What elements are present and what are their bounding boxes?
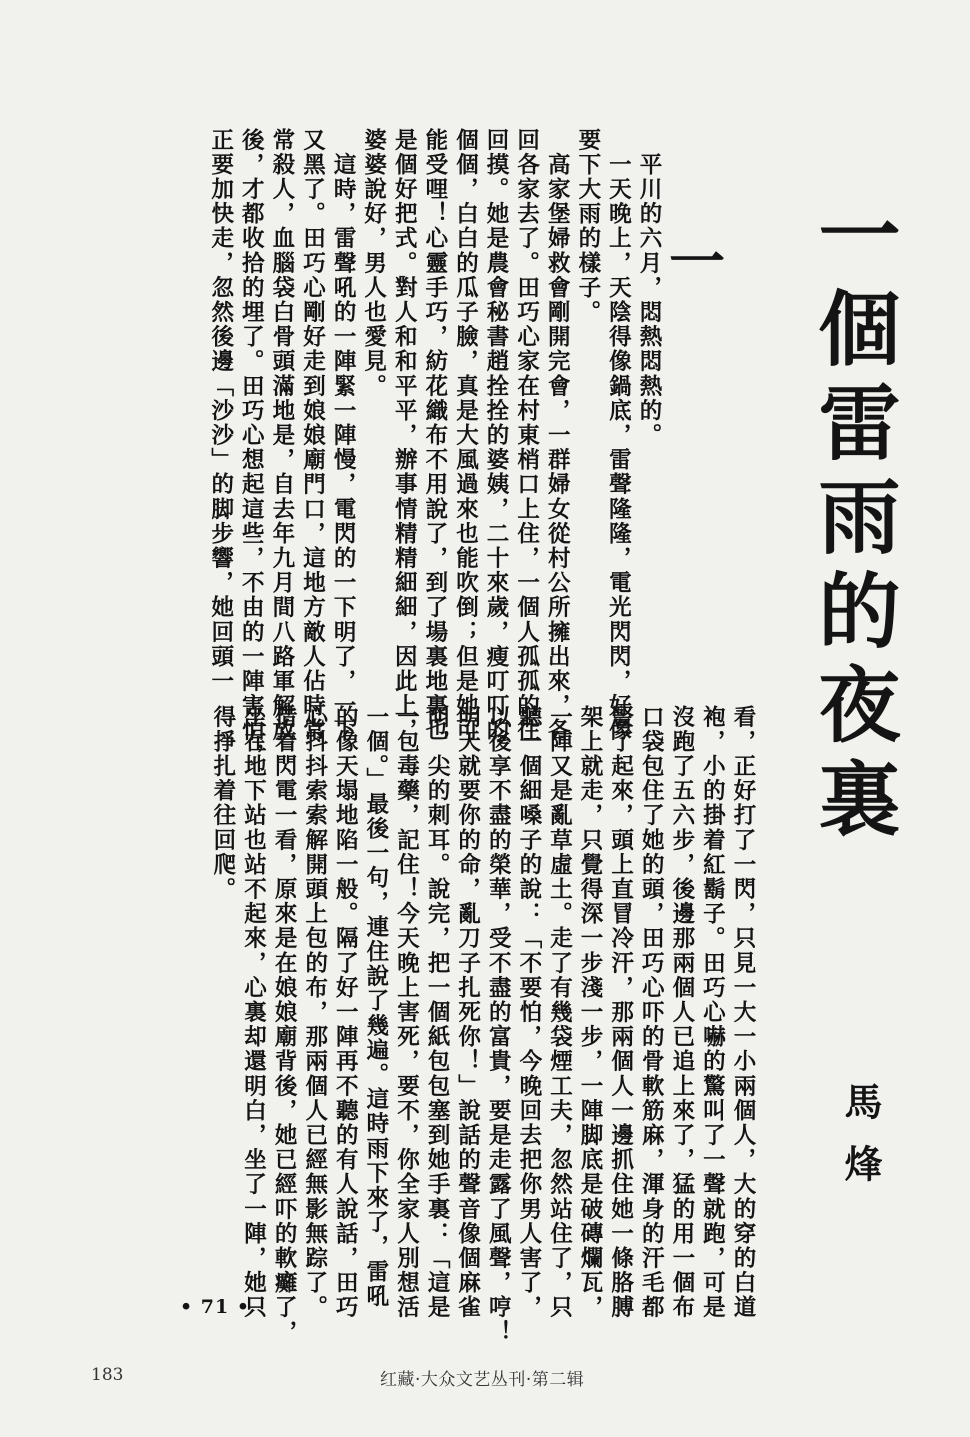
article-title: 一個雷雨的夜裏 — [805, 192, 901, 850]
paragraph: 高家堡婦救會剛開完會，一群婦女從村公所擁出來，各 回各家去了。田巧心家在村東梢口上住，一個人孤孤的往 回摸。她是農會秘書趙拴拴的婆姨，二十來歲，瘦叮叮的 個個，白白的瓜子臉，真是大風過來也能吹倒；但是她可 能受哩！心靈手巧，紡花織布不用說了，到了場裏地裏也 是個好把式。對人和和平平，辦事情精精細細，因此上， 婆婆說好，男人也愛見。 — [360, 128, 571, 743]
book-title-footer: 红藏·大众文艺丛刊·第二辑 — [380, 1370, 585, 1390]
paragraph: 平川的六月，悶熱悶熱的。 — [636, 128, 662, 448]
article-author: 馬烽 — [838, 1082, 883, 1206]
page-number: • 71 • — [180, 1296, 250, 1318]
paragraph: 看，正好打了一閃，只見一大一小兩個人，大的穿的白道 袍，小的掛着紅鬍子。田巧心嚇的驚叫了一聲就跑，可是 沒跑了五六步，後邊那兩個人已追上來了，猛的用一個布 口袋包住了她的頭，田巧心吓的骨軟筋麻，渾身的汗毛都 豎了起來，頭上直冒冷汗，那兩個人一邊抓住她一條胳膊 架上就走，只覺得深一步淺一步，一陣脚底是破磚爛瓦， 一陣又是亂草虛土。走了有幾袋煙工夫，忽然站住了，只 聽一個細嗓子的說：「不要怕，今晚回去把你男人害了， 以後享不盡的榮華，受不盡的富貴，要是走露了風聲，哼！ 明天就要你的命，亂刀子扎死你！」說話的聲音像個麻雀 叫，尖的刺耳。說完，把一個紙包包塞到她手裏：「這是 一包毒藥，記住！今天晚上害死，要不，你全家人別想活 一個。」最後一句，連住說了幾遍。這時雨下來了，雷吼 的像天塌地陷一般。隔了好一陣再不聽的有人說話，田巧 心抖抖索索解開頭上包的布，那兩個人已經無影無踪了。 借着閃電一看，原來是在娘娘廟背後，她已經吓的軟癱了， 坐在地下站也站不起來，心裏却還明白，坐了一陣，她只 得掙扎着往回爬。 — [209, 705, 756, 1345]
section-number: 一 — [660, 232, 726, 288]
paragraph: 一天晚上，天陰得像鍋底，雷聲隆隆，電光閃閃，好像 要下大雨的樣子。 — [574, 128, 632, 743]
upper-text-block — [144, 128, 664, 768]
paragraph: 這時，雷聲吼的一陣緊一陣慢，電閃的一下明了，一下 又黑了。田巧心剛好走到娘娘廟門口，這地方敵人佔時常 常殺人，血腦袋白骨頭滿地是，自去年九月間八路軍解放 後，才都收拾的埋了。田巧心想起這些，不由的一陣害怕， 正要加快走，忽然後邊「沙沙」的脚步響，她回頭一 — [207, 128, 357, 768]
scan-page-number: 183 — [91, 1365, 124, 1385]
